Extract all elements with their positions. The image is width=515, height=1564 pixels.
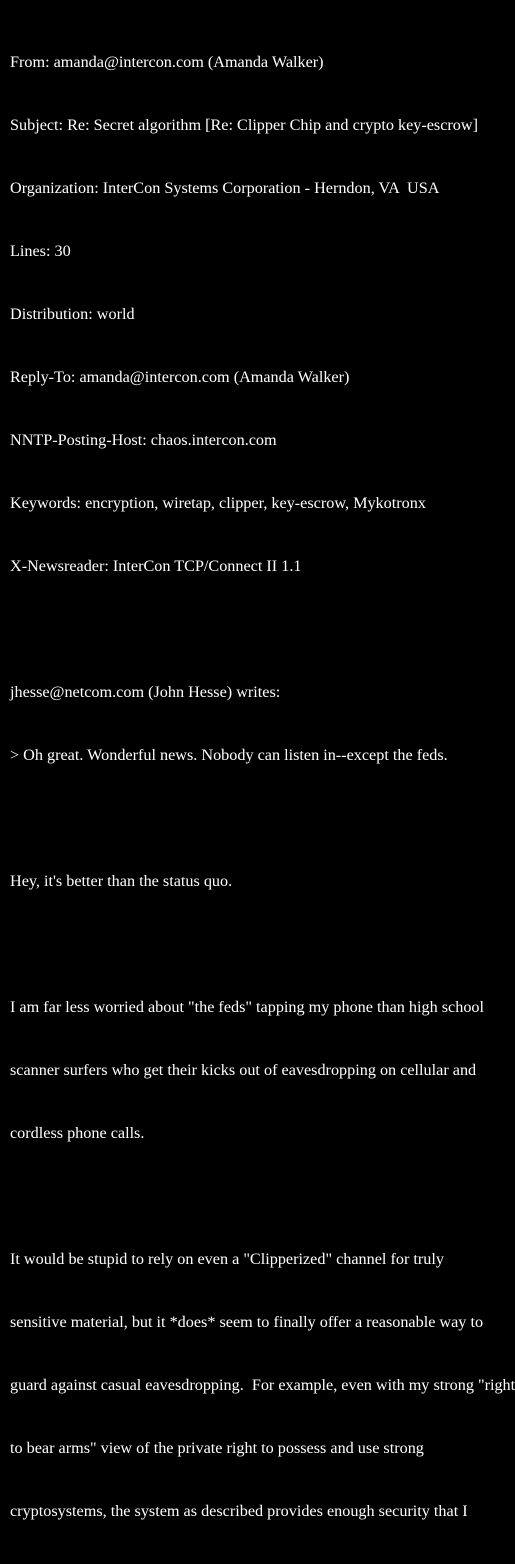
body-attribution: jhesse@netcom.com (John Hesse) writes: — [10, 683, 281, 701]
header-from: From: amanda@intercon.com (Amanda Walker) — [10, 53, 324, 71]
body-paragraph-3-line-1: It would be stupid to rely on even a "Clipperized" channel for truly — [10, 1250, 444, 1268]
header-x-newsreader: X-Newsreader: InterCon TCP/Connect II 1.1 — [10, 557, 302, 575]
header-keywords: Keywords: encryption, wiretap, clipper, key-escrow, Mykotronx — [10, 494, 426, 512]
body-paragraph-1: Hey, it's better than the status quo. — [10, 872, 233, 890]
blank-line — [10, 808, 515, 829]
header-reply-to: Reply-To: amanda@intercon.com (Amanda Walker) — [10, 368, 350, 386]
body-paragraph-3-line-3: guard against casual eavesdropping. For example, even with my strong "right — [10, 1376, 515, 1394]
header-distribution: Distribution: world — [10, 305, 135, 323]
blank-line — [10, 934, 515, 955]
body-paragraph-3-line-5: cryptosystems, the system as described provides enough security that I — [10, 1502, 468, 1520]
blank-line — [10, 1186, 515, 1207]
header-nntp-posting-host: NNTP-Posting-Host: chaos.intercon.com — [10, 431, 277, 449]
message-text — [10, 10, 515, 1564]
body-paragraph-3-line-2: sensitive material, but it *does* seem to finally offer a reasonable way to — [10, 1313, 484, 1331]
body-paragraph-2-line-1: I am far less worried about "the feds" tapping my phone than high school — [10, 998, 484, 1016]
body-paragraph-2-line-3: cordless phone calls. — [10, 1124, 145, 1142]
header-organization: Organization: InterCon Systems Corporation - Herndon, VA USA — [10, 179, 440, 197]
body-quote: > Oh great. Wonderful news. Nobody can listen in--except the feds. — [10, 746, 448, 764]
header-subject: Subject: Re: Secret algorithm [Re: Clipper Chip and crypto key-escrow] — [10, 116, 478, 134]
body-paragraph-2-line-2: scanner surfers who get their kicks out of eavesdropping on cellular and — [10, 1061, 477, 1079]
body-paragraph-3-line-4: to bear arms" view of the private right to possess and use strong — [10, 1439, 424, 1457]
header-lines: Lines: 30 — [10, 242, 71, 260]
blank-line — [10, 619, 515, 640]
